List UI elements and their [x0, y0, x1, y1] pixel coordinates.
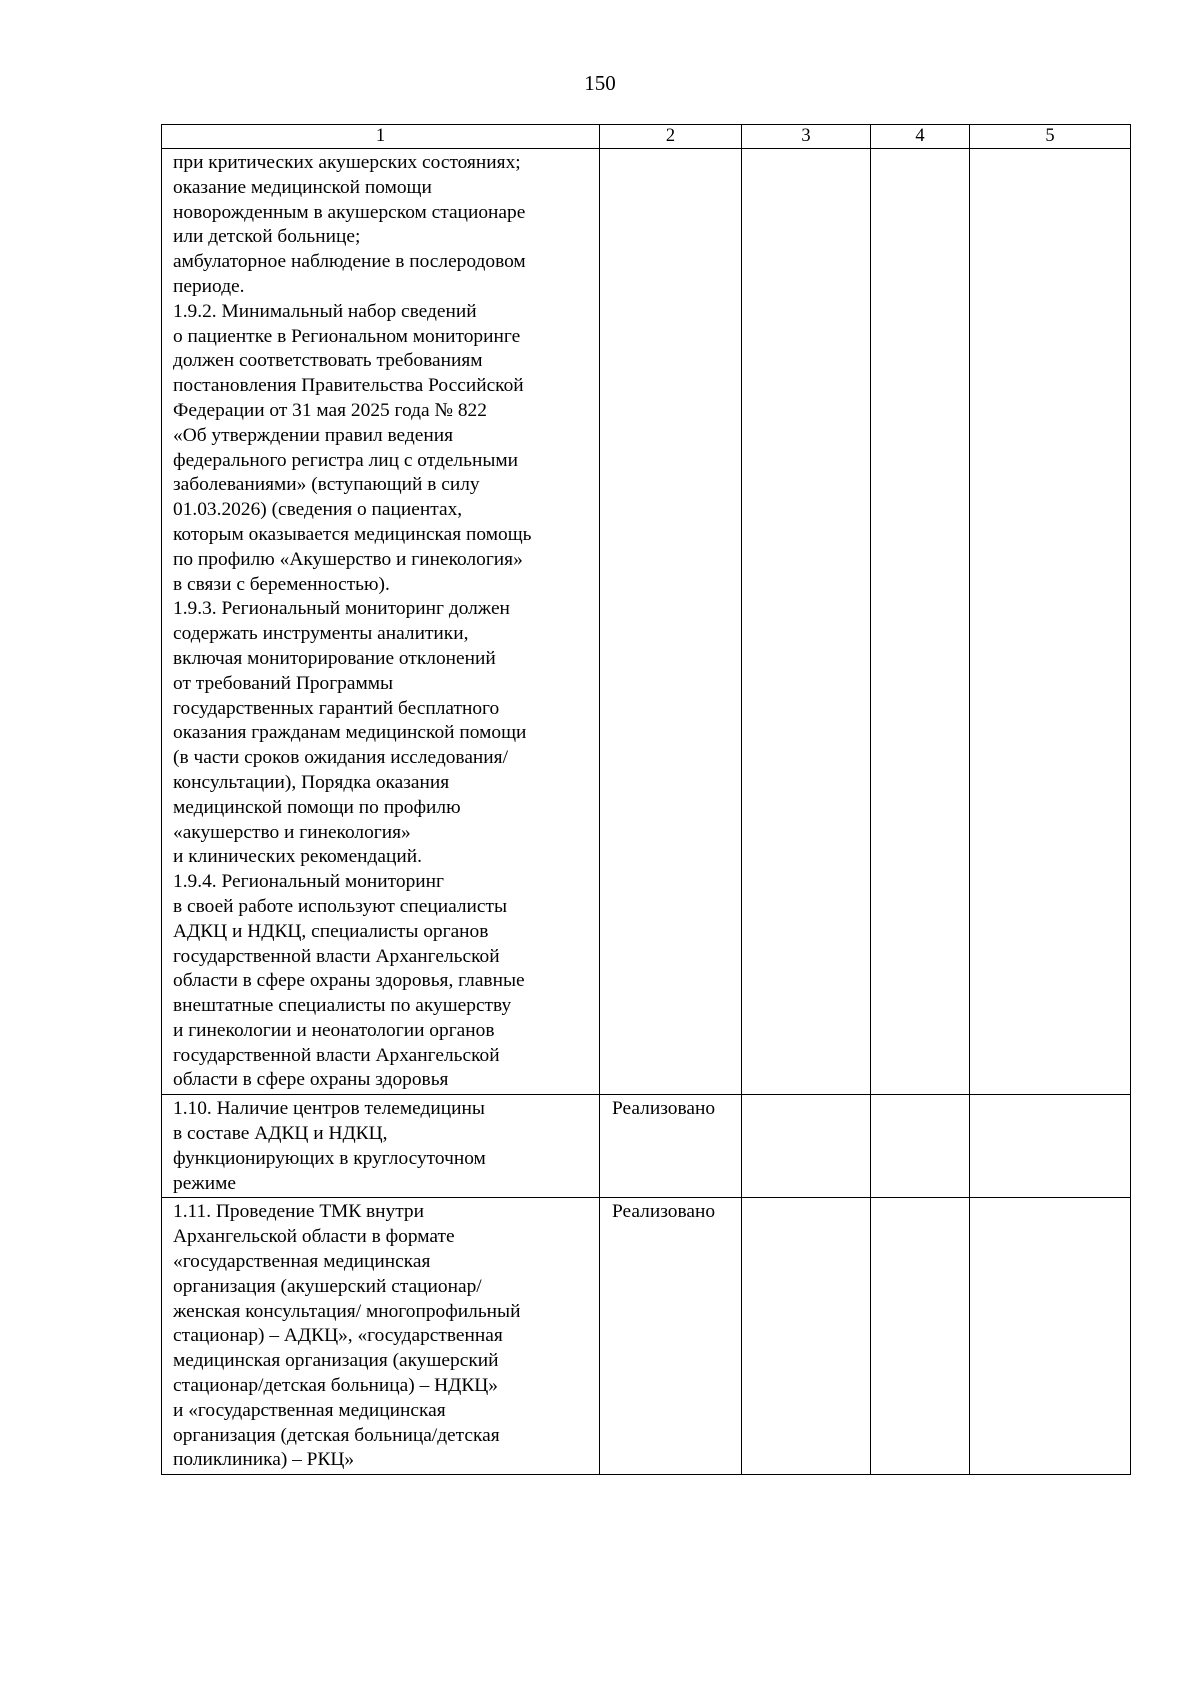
table-body: [162, 149, 1131, 1475]
page-number: 150: [584, 71, 616, 95]
text-line: и клинических рекомендаций.: [173, 846, 423, 868]
text-line: государственной власти Архангельской: [173, 1044, 500, 1066]
status-cell: [600, 1095, 742, 1198]
status-cell: [600, 149, 742, 1095]
status-cell: [600, 1198, 742, 1475]
column-4-cell: [871, 1198, 970, 1475]
column-header-3: 3: [742, 125, 871, 149]
text-line: медицинской помощи по профилю: [173, 796, 461, 818]
table-row: [162, 149, 1131, 1095]
text-line: в составе АДКЦ и НДКЦ,: [173, 1123, 388, 1145]
text-line: «акушерство и гинекология»: [173, 821, 411, 843]
requirement-cell: [162, 149, 600, 1095]
text-line: и «государственная медицинская: [173, 1399, 446, 1421]
table-row: [162, 1095, 1131, 1198]
text-line: государственных гарантий бесплатного: [173, 697, 500, 719]
column-header-4: 4: [871, 125, 970, 149]
text-line: 1.9.4. Региональный мониторинг: [173, 871, 444, 893]
text-line: должен соответствовать требованиям: [173, 350, 483, 372]
column-5-cell: [970, 1198, 1131, 1475]
text-line: режиме: [173, 1172, 236, 1194]
table-header: [162, 125, 1131, 149]
text-line: женская консультация/ многопрофильный: [173, 1300, 521, 1322]
text-line: по профилю «Акушерство и гинекология»: [173, 548, 523, 570]
text-line: 1.11. Проведение ТМК внутри: [173, 1201, 424, 1223]
text-line: области в сфере охраны здоровья: [173, 1069, 449, 1091]
text-line: «Об утверждении правил ведения: [173, 424, 454, 446]
column-3-cell: [742, 1095, 871, 1198]
text-line: Федерации от 31 мая 2025 года № 822: [173, 399, 487, 421]
text-line: амбулаторное наблюдение в послеродовом: [173, 251, 526, 273]
requirement-text: [162, 149, 599, 1094]
text-line: заболеваниями» (вступающий в силу: [173, 474, 480, 496]
text-line: 01.03.2026) (сведения о пациентах,: [173, 499, 463, 521]
column-4-cell: [871, 149, 970, 1095]
text-line: оказания гражданам медицинской помощи: [173, 722, 527, 744]
text-line: стационар/детская больница) – НДКЦ»: [173, 1375, 499, 1397]
text-line: «государственная медицинская: [173, 1251, 431, 1273]
requirements-table: [161, 124, 1131, 1475]
requirement-text: [162, 1198, 599, 1474]
text-line: стационар) – АДКЦ», «государственная: [173, 1325, 503, 1347]
text-line: в своей работе используют специалисты: [173, 895, 508, 917]
column-5-cell: [970, 149, 1131, 1095]
column-3-cell: [742, 149, 871, 1095]
status-text: Реализовано: [612, 1201, 716, 1223]
text-line: организация (детская больница/детская: [173, 1424, 500, 1446]
text-line: государственной власти Архангельской: [173, 945, 500, 967]
text-line: которым оказывается медицинская помощь: [173, 523, 532, 545]
text-line: медицинская организация (акушерский: [173, 1350, 499, 1372]
text-line: и гинекологии и неонатологии органов: [173, 1019, 495, 1041]
column-3-cell: [742, 1198, 871, 1475]
text-line: внештатные специалисты по акушерству: [173, 995, 512, 1017]
status-text: [600, 149, 741, 151]
text-line: 1.9.2. Минимальный набор сведений: [173, 300, 477, 322]
text-line: периоде.: [173, 275, 245, 297]
text-line: 1.10. Наличие центров телемедицины: [173, 1098, 485, 1120]
text-line: Архангельской области в формате: [173, 1226, 455, 1248]
text-line: организация (акушерский стационар/: [173, 1275, 482, 1297]
requirement-cell: [162, 1198, 600, 1475]
text-line: постановления Правительства Российской: [173, 375, 524, 397]
text-line: при критических акушерских состояниях;: [173, 152, 521, 173]
text-line: поликлиника) – РКЦ»: [173, 1449, 355, 1471]
header-row: [162, 125, 1131, 149]
text-line: области в сфере охраны здоровья, главные: [173, 970, 525, 992]
text-line: АДКЦ и НДКЦ, специалисты органов: [173, 920, 489, 942]
column-4-cell: [871, 1095, 970, 1198]
column-header-1: 1: [162, 125, 600, 149]
text-line: 1.9.3. Региональный мониторинг должен: [173, 598, 510, 620]
text-line: новорожденным в акушерском стационаре: [173, 201, 526, 223]
text-line: в связи с беременностью).: [173, 573, 390, 595]
text-line: (в части сроков ожидания исследования/: [173, 747, 508, 769]
text-line: содержать инструменты аналитики,: [173, 623, 469, 645]
column-header-5: 5: [970, 125, 1131, 149]
column-5-cell: [970, 1095, 1131, 1198]
table-row: [162, 1198, 1131, 1475]
column-header-2: 2: [600, 125, 742, 149]
requirement-cell: [162, 1095, 600, 1198]
text-line: федерального регистра лиц с отдельными: [173, 449, 518, 471]
status-text: Реализовано: [612, 1098, 716, 1120]
text-line: оказание медицинской помощи: [173, 176, 432, 198]
requirement-text: [162, 1095, 599, 1197]
text-line: функционирующих в круглосуточном: [173, 1147, 486, 1169]
text-line: от требований Программы: [173, 672, 394, 694]
text-line: консультации), Порядка оказания: [173, 771, 450, 793]
text-line: о пациентке в Региональном мониторинге: [173, 325, 521, 347]
text-line: или детской больнице;: [173, 226, 361, 248]
text-line: включая мониторирование отклонений: [173, 647, 496, 669]
